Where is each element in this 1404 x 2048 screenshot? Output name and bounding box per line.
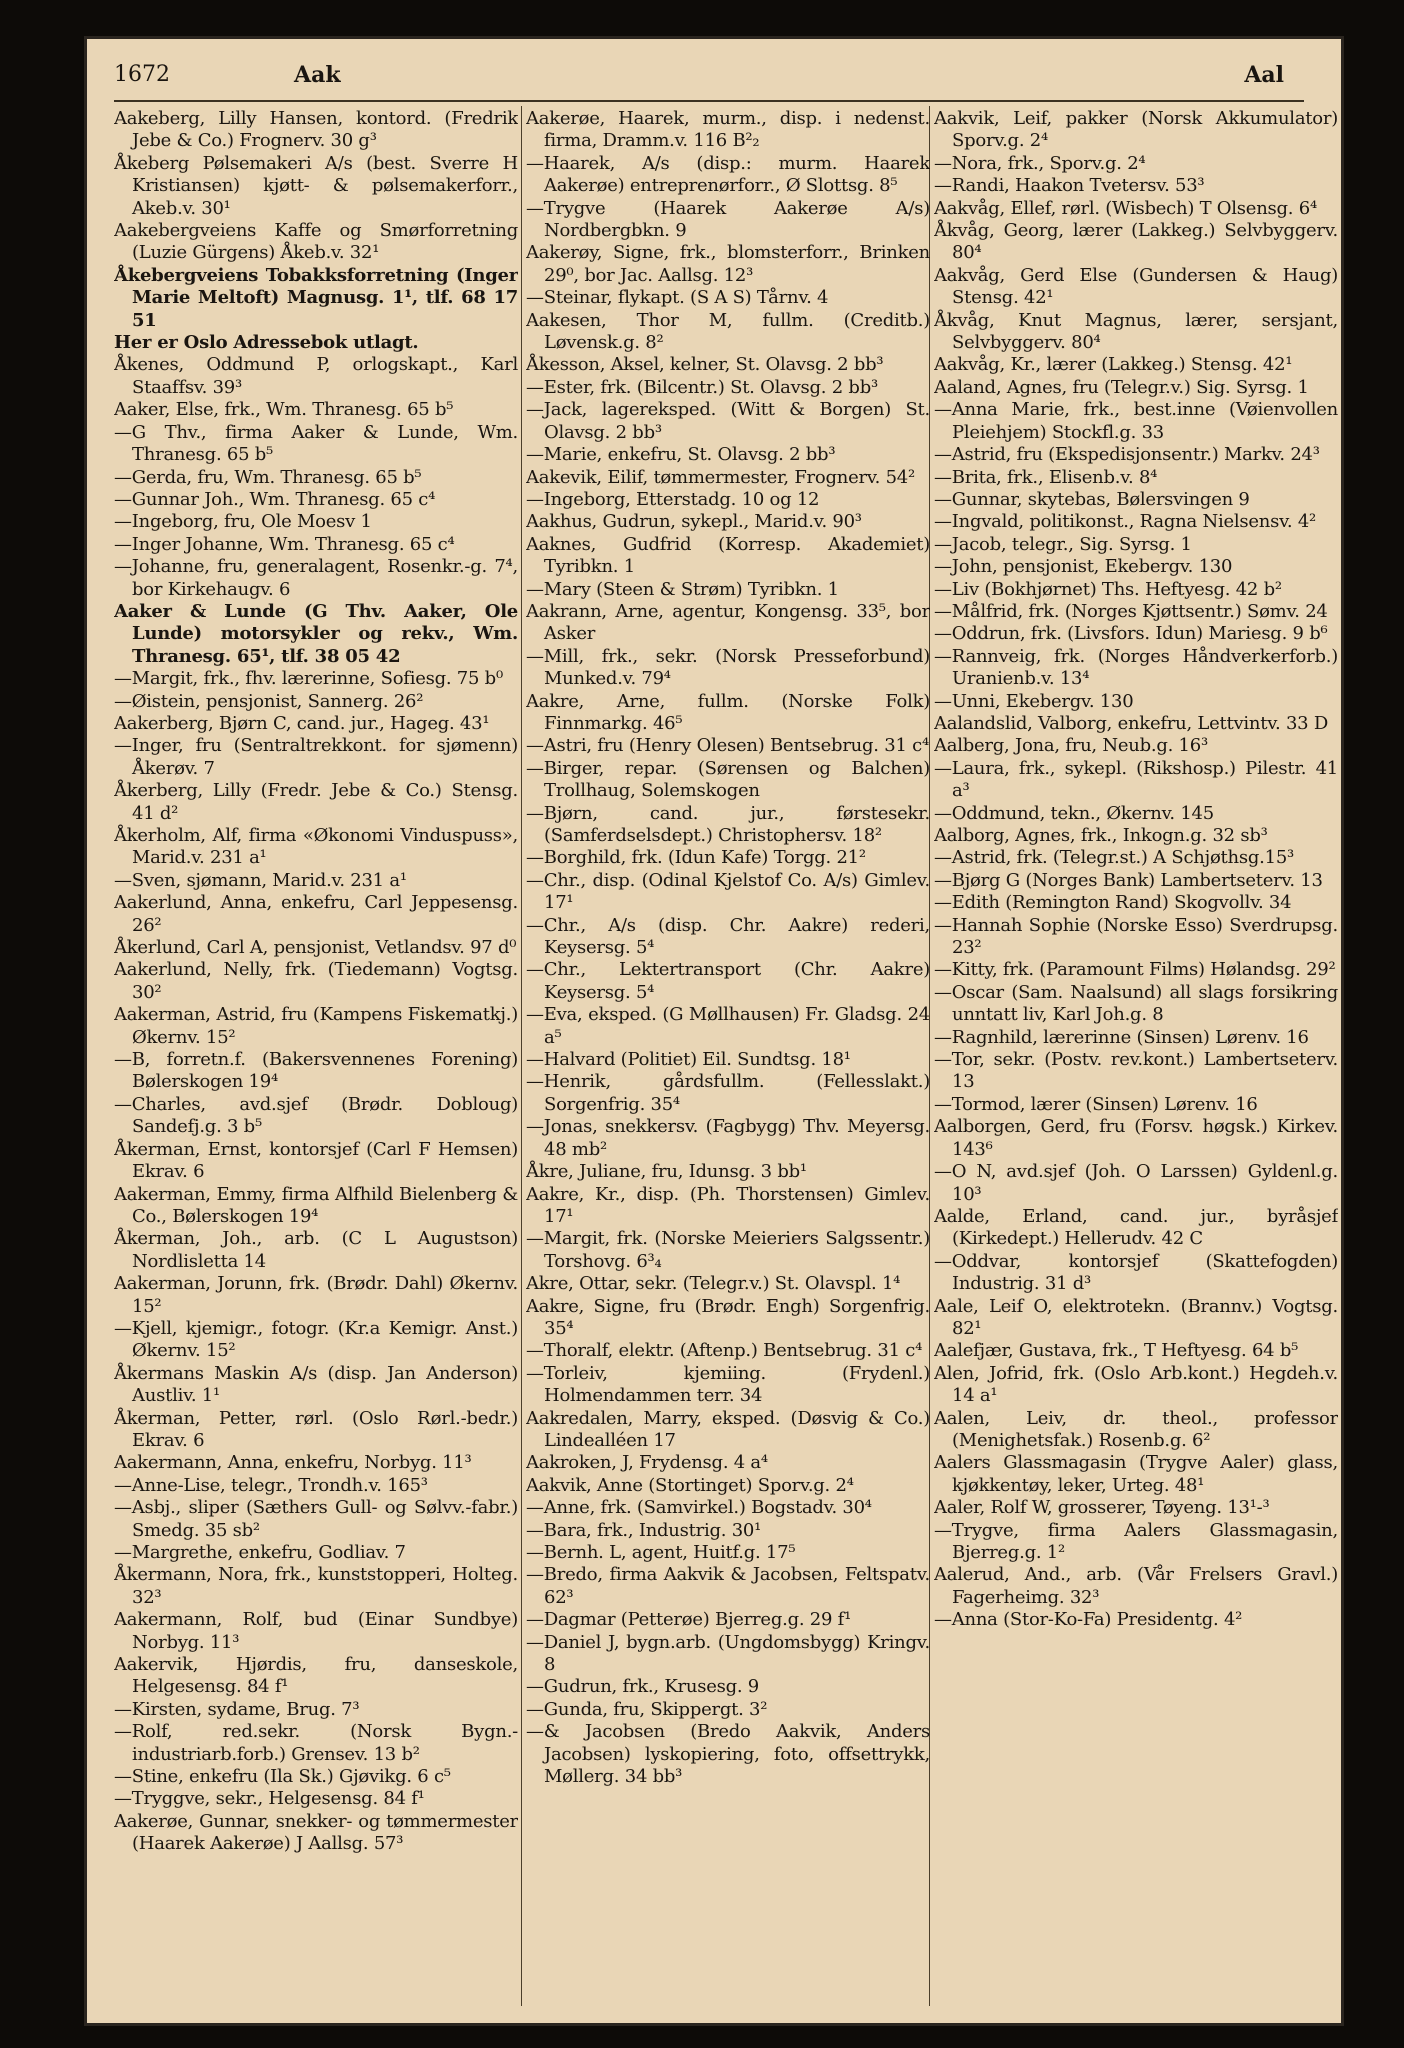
directory-entry: —Edith (Remington Rand) Skogvollv. 34 xyxy=(934,892,1292,914)
directory-entry: —Gunnar Joh., Wm. Thranesg. 65 c⁴ xyxy=(114,488,436,510)
directory-entry: —Gudrun, frk., Krusesg. 9 xyxy=(526,1676,760,1698)
directory-entry: —Sven, sjømann, Marid.v. 231 a¹ xyxy=(114,869,407,891)
directory-entry: —Hannah Sophie (Norske Esso) Sverdrupsg. 23² xyxy=(934,914,1338,959)
directory-entry: —Thoralf, elektr. (Aftenp.) Bentsebrug. 31 c⁴ xyxy=(526,1340,923,1362)
directory-column-1 xyxy=(114,108,518,2008)
directory-entry: —Tormod, lærer (Sinsen) Lørenv. 16 xyxy=(934,1093,1258,1115)
directory-entry: —& Jacobsen (Bredo Aakvik, Anders Jacobsen) lyskopiering, foto, offsettrykk, Møllerg. 34 bb³ xyxy=(526,1721,930,1788)
directory-entry: Aakroken, J, Frydensg. 4 a⁴ xyxy=(526,1452,768,1474)
directory-entry: Aakredalen, Marry, eksped. (Døsvig & Co.) Lindealléen 17 xyxy=(526,1407,930,1451)
column-divider xyxy=(521,106,522,2006)
directory-entry: —Asbj., sliper (Sæthers Gull- og Sølvv.-fabr.) Smedg. 35 sb² xyxy=(114,1497,518,1541)
directory-entry: —Kitty, frk. (Paramount Films) Hølandsg. 29² xyxy=(934,959,1336,981)
directory-entry: —Gunnar, skytebas, Bølersvingen 9 xyxy=(934,488,1250,510)
directory-entry: —Gerda, fru, Wm. Thranesg. 65 b⁵ xyxy=(114,466,422,488)
directory-entry: —Bernh. L, agent, Huitf.g. 17⁵ xyxy=(526,1542,796,1563)
directory-entry: Åkerlund, Carl A, pensjonist, Vetlandsv. 97 d⁰ xyxy=(114,937,517,959)
directory-entry: —Oddrun, frk. (Livsfors. Idun) Mariesg. 9 b⁶ xyxy=(934,623,1328,645)
directory-entry: —B, forretn.f. (Bakersvennenes Forening) Bølerskogen 19⁴ xyxy=(114,1049,518,1093)
directory-entry: —Dagmar (Petterøe) Bjerreg.g. 29 f¹ xyxy=(526,1609,852,1631)
directory-entry: —Margit, frk. (Norske Meieriers Salgssentr.) Torshovg. 6³₄ xyxy=(526,1228,930,1272)
directory-entry: Aakvik, Leif, pakker (Norsk Akkumulator) Sporv.g. 2⁴ xyxy=(934,108,1338,152)
directory-entry: —Anna (Stor-Ko-Fa) Presidentg. 4² xyxy=(934,1609,1243,1631)
directory-entry: —Astrid, frk. (Telegr.st.) A Schjøthsg.15³ xyxy=(934,847,1294,869)
directory-entry: Aaler, Rolf W, grosserer, Tøyeng. 13¹-³ xyxy=(934,1497,1270,1519)
directory-entry: Aalerud, And., arb. (Vår Frelsers Gravl.) Fagerheimg. 32³ xyxy=(934,1564,1338,1608)
directory-entry: Aakermann, Anna, enkefru, Norbyg. 11³ xyxy=(114,1452,472,1474)
directory-entry: Akre, Ottar, sekr. (Telegr.v.) St. Olavspl. 1⁴ xyxy=(526,1273,901,1295)
directory-entry: —Mary (Steen & Strøm) Tyribkn. 1 xyxy=(526,578,839,600)
directory-entry: Aakerøe, Gunnar, snekker- og tømmermester (Haarek Aakerøe) J Aallsg. 57³ xyxy=(114,1810,518,1855)
directory-entry: Aalandslid, Valborg, enkefru, Lettvintv. 33 D xyxy=(934,712,1329,734)
directory-entry: Aakre, Kr., disp. (Ph. Thorstensen) Gimlev. 17¹ xyxy=(526,1183,930,1227)
directory-entry: —Oddvar, kontorsjef (Skattefogden) Industrig. 31 d³ xyxy=(934,1250,1338,1295)
directory-entry: —Chr., A/s (disp. Chr. Aakre) rederi, Keysersg. 5⁴ xyxy=(526,914,930,959)
directory-column-2 xyxy=(526,108,930,2008)
directory-entry: —Haarek, A/s (disp.: murm. Haarek Aakerøe) entreprenørforr., Ø Slottsg. 8⁵ xyxy=(526,152,930,197)
directory-entry: —Anne-Lise, telegr., Trondh.v. 165³ xyxy=(114,1474,428,1496)
directory-entry: Aalberg, Jona, fru, Neub.g. 16³ xyxy=(934,735,1208,757)
directory-entry: Aakerman, Jorunn, frk. (Brødr. Dahl) Økernv. 15² xyxy=(114,1273,518,1317)
directory-entry: —Tryggve, sekr., Helgesensg. 84 f¹ xyxy=(114,1788,425,1810)
directory-entry: —Stine, enkefru (Ila Sk.) Gjøvikg. 6 c⁵ xyxy=(114,1766,451,1788)
directory-entry: —O N, avd.sjef (Joh. O Larssen) Gyldenl.g. 10³ xyxy=(934,1161,1338,1205)
directory-entry: —Chr., disp. (Odinal Kjelstof Co. A/s) Gimlev. 17¹ xyxy=(526,869,930,914)
directory-entry: —Daniel J, bygn.arb. (Ungdomsbygg) Kringv. 8 xyxy=(526,1631,930,1676)
header-right-word: Aal xyxy=(1244,62,1284,88)
directory-page xyxy=(84,36,1344,2026)
directory-entry: Åkerman, Ernst, kontorsjef (Carl F Hemsen) Ekrav. 6 xyxy=(114,1138,518,1183)
directory-entry: —Ingeborg, fru, Ole Moesv 1 xyxy=(114,511,372,533)
directory-entry: —Rannveig, frk. (Norges Håndverkerforb.) Uranienb.v. 13⁴ xyxy=(934,645,1338,690)
directory-entry: Aakervik, Hjørdis, fru, danseskole, Helgesensg. 84 f¹ xyxy=(114,1654,518,1698)
directory-entry: Aakerberg, Bjørn C, cand. jur., Hageg. 43¹ xyxy=(114,712,490,734)
directory-entry: —Brita, frk., Elisenb.v. 8⁴ xyxy=(934,466,1158,488)
directory-entry: —Borghild, frk. (Idun Kafe) Torgg. 21² xyxy=(526,847,866,869)
directory-entry: Aalers Glassmagasin (Trygve Aaler) glass, kjøkkentøy, leker, Urteg. 48¹ xyxy=(934,1452,1338,1496)
directory-entry: Aakre, Signe, fru (Brødr. Engh) Sorgenfrig. 35⁴ xyxy=(526,1295,930,1339)
directory-entry: —Anna Marie, frk., best.inne (Vøienvollen Pleiehjem) Stockfl.g. 33 xyxy=(934,399,1338,443)
directory-entry: Aakerøy, Signe, frk., blomsterforr., Brinken 29⁰, bor Jac. Aallsg. 12³ xyxy=(526,242,930,286)
directory-entry: Aakrann, Arne, agentur, Kongensg. 33⁵, bor Asker xyxy=(526,600,930,645)
directory-entry: Åkerman, Petter, rørl. (Oslo Rørl.-bedr.) Ekrav. 6 xyxy=(114,1407,518,1451)
directory-entry: —Liv (Bokhjørnet) Ths. Heftyesg. 42 b² xyxy=(934,578,1282,600)
directory-entry: Aakre, Arne, fullm. (Norske Folk) Finnmarkg. 46⁵ xyxy=(526,690,930,734)
directory-entry: —Unni, Ekebergv. 130 xyxy=(934,690,1134,712)
directory-entry: —Kjell, kjemigr., fotogr. (Kr.a Kemigr. Anst.) Økernv. 15² xyxy=(114,1317,518,1362)
directory-entry: Aaland, Agnes, fru (Telegr.v.) Sig. Syrsg. 1 xyxy=(934,376,1309,398)
directory-entry: —Jack, lagereksped. (Witt & Borgen) St. Olavsg. 2 bb³ xyxy=(526,399,930,443)
directory-entry: —Johanne, fru, generalagent, Rosenkr.-g. 7⁴, bor Kirkehaugv. 6 xyxy=(114,556,518,600)
directory-entry: —G Thv., firma Aaker & Lunde, Wm. Thranesg. 65 b⁵ xyxy=(114,421,518,466)
directory-entry: —Laura, frk., sykepl. (Rikshosp.) Pilestr. 41 a³ xyxy=(934,757,1338,802)
directory-entry: —Jonas, snekkersv. (Fagbygg) Thv. Meyersg. 48 mb² xyxy=(526,1116,930,1160)
directory-entry: —Charles, avd.sjef (Brødr. Dobloug) Sandefj.g. 3 b⁵ xyxy=(114,1093,518,1138)
directory-entry: Åkermans Maskin A/s (disp. Jan Anderson) Austliv. 1¹ xyxy=(114,1362,518,1407)
directory-entry: Aakvåg, Gerd Else (Gundersen & Haug) Stensg. 42¹ xyxy=(934,264,1338,309)
directory-entry: Aaknes, Gudfrid (Korresp. Akademiet) Tyribkn. 1 xyxy=(526,533,930,578)
directory-entry: —John, pensjonist, Ekebergv. 130 xyxy=(934,556,1233,578)
directory-entry: Aakhus, Gudrun, sykepl., Marid.v. 90³ xyxy=(526,511,862,533)
directory-entry: Aakermann, Rolf, bud (Einar Sundbye) Norbyg. 11³ xyxy=(114,1609,518,1653)
directory-entry: Aakerman, Emmy, firma Alfhild Bielenberg & Co., Bølerskogen 19⁴ xyxy=(114,1183,518,1227)
directory-entry: —Tor, sekr. (Postv. rev.kont.) Lambertseterv. 13 xyxy=(934,1049,1338,1093)
directory-entry: Aalefjær, Gustava, frk., T Heftyesg. 64 b⁵ xyxy=(934,1340,1299,1362)
directory-entry: —Målfrid, frk. (Norges Kjøttsentr.) Sømv. 24 xyxy=(934,600,1328,622)
directory-entry: —Inger, fru (Sentraltrekkont. for sjømenn) Åkerøv. 7 xyxy=(114,735,518,779)
directory-entry: Åkebergveiens Tobakksforretning (Inger Marie Meltoft) Magnusg. 1¹, tlf. 68 17 51 xyxy=(114,264,518,331)
directory-entry: —Oddmund, tekn., Økernv. 145 xyxy=(934,802,1214,824)
directory-entry: —Nora, frk., Sporv.g. 2⁴ xyxy=(934,152,1146,174)
directory-entry: —Astrid, fru (Ekspedisjonsentr.) Markv. 24³ xyxy=(934,444,1320,466)
header-rule xyxy=(114,100,1304,102)
directory-entry: Åkerberg, Lilly (Fredr. Jebe & Co.) Stensg. 41 d² xyxy=(114,780,518,824)
directory-entry: —Chr., Lektertransport (Chr. Aakre) Keysersg. 5⁴ xyxy=(526,959,930,1003)
page-number: 1672 xyxy=(114,62,170,87)
directory-entry: —Bjørg G (Norges Bank) Lambertseterv. 13 xyxy=(934,869,1323,891)
directory-entry: Åkeberg Pølsemakeri A/s (best. Sverre H Kristiansen) kjøtt- & pølsemakerforr., Akeb.v. 30¹ xyxy=(114,152,518,219)
directory-entry: —Gunda, fru, Skippergt. 3² xyxy=(526,1698,768,1720)
directory-entry: —Astri, fru (Henry Olesen) Bentsebrug. 31 c⁴ xyxy=(526,735,929,757)
directory-entry: Aaker & Lunde (G Thv. Aaker, Ole Lunde) motorsykler og rekv., Wm. Thranesg. 65¹, tlf. 38 05 42 xyxy=(114,600,518,667)
directory-entry: —Trygve (Haarek Aakerøe A/s) Nordbergbkn. 9 xyxy=(526,197,930,242)
directory-entry: —Eva, eksped. (G Møllhausen) Fr. Gladsg. 24 a⁵ xyxy=(526,1004,930,1048)
directory-entry: Aakerøe, Haarek, murm., disp. i nedenst. firma, Dramm.v. 116 B²₂ xyxy=(526,108,930,152)
directory-entry: —Margit, frk., fhv. lærerinne, Sofiesg. 75 b⁰ xyxy=(114,668,503,690)
directory-entry: Aakerlund, Anna, enkefru, Carl Jeppesensg. 26² xyxy=(114,892,518,936)
directory-entry: —Rolf, red.sekr. (Norsk Bygn.-industriarb.forb.) Grensev. 13 b² xyxy=(114,1721,518,1765)
directory-entry: —Margrethe, enkefru, Godliav. 7 xyxy=(114,1542,406,1563)
directory-entry: Aakvik, Anne (Stortinget) Sporv.g. 2⁴ xyxy=(526,1474,854,1496)
directory-entry: —Steinar, flykapt. (S A S) Tårnv. 4 xyxy=(526,287,829,309)
directory-entry: Her er Oslo Adressebok utlagt. xyxy=(114,332,419,354)
directory-entry: Aakeberg, Lilly Hansen, kontord. (Fredrik Jebe & Co.) Frognerv. 30 g³ xyxy=(114,108,518,152)
directory-entry: Aakerlund, Nelly, frk. (Tiedemann) Vogtsg. 30² xyxy=(114,959,518,1003)
directory-entry: Åkre, Juliane, fru, Idunsg. 3 bb¹ xyxy=(526,1161,807,1183)
directory-entry: —Halvard (Politiet) Eil. Sundtsg. 18¹ xyxy=(526,1049,851,1071)
directory-entry: —Torleiv, kjemiing. (Frydenl.) Holmendammen terr. 34 xyxy=(526,1362,930,1407)
directory-entry: Aakvåg, Kr., lærer (Lakkeg.) Stensg. 42¹ xyxy=(934,354,1293,376)
directory-entry: —Ingvald, politikonst., Ragna Nielsensv. 4² xyxy=(934,511,1316,533)
directory-entry: Aakvåg, Ellef, rørl. (Wisbech) T Olsensg. 6⁴ xyxy=(934,197,1317,219)
directory-entry: Aakesen, Thor M, fullm. (Creditb.) Løvensk.g. 8² xyxy=(526,309,930,354)
directory-entry: Aakerman, Astrid, fru (Kampens Fiskematkj.) Økernv. 15² xyxy=(114,1004,518,1048)
directory-entry: Åkvåg, Knut Magnus, lærer, sersjant, Selvbyggerv. 80⁴ xyxy=(934,309,1338,354)
directory-entry: —Bjørn, cand. jur., førstesekr. (Samferdselsdept.) Christophersv. 18² xyxy=(526,802,930,846)
directory-entry: Aakebergveiens Kaffe og Smørforretning (Luzie Gürgens) Åkeb.v. 32¹ xyxy=(114,220,518,264)
directory-entry: Aale, Leif O, elektrotekn. (Brannv.) Vogtsg. 82¹ xyxy=(934,1295,1338,1339)
directory-entry: —Mill, frk., sekr. (Norsk Presseforbund) Munked.v. 79⁴ xyxy=(526,645,930,690)
directory-entry: —Jacob, telegr., Sig. Syrsg. 1 xyxy=(934,533,1192,555)
directory-entry: Aalborgen, Gerd, fru (Forsv. høgsk.) Kirkev. 143⁶ xyxy=(934,1116,1338,1160)
directory-entry: —Birger, repar. (Sørensen og Balchen) Trollhaug, Solemskogen xyxy=(526,757,930,802)
directory-entry: Alen, Jofrid, frk. (Oslo Arb.kont.) Hegdeh.v. 14 a¹ xyxy=(934,1362,1338,1407)
directory-entry: —Henrik, gårdsfullm. (Fellesslakt.) Sorgenfrig. 35⁴ xyxy=(526,1071,930,1115)
directory-entry: —Bara, frk., Industrig. 30¹ xyxy=(526,1519,762,1541)
directory-entry: —Ingeborg, Etterstadg. 10 og 12 xyxy=(526,488,820,510)
directory-entry: —Ester, frk. (Bilcentr.) St. Olavsg. 2 bb³ xyxy=(526,376,878,398)
directory-entry: Aalde, Erland, cand. jur., byråsjef (Kirkedept.) Hellerudv. 42 C xyxy=(934,1205,1338,1250)
directory-entry: —Oscar (Sam. Naalsund) all slags forsikring unntatt liv, Karl Joh.g. 8 xyxy=(934,981,1338,1026)
directory-entry: —Ragnhild, lærerinne (Sinsen) Lørenv. 16 xyxy=(934,1026,1309,1048)
directory-entry: —Bredo, firma Aakvik & Jacobsen, Feltspatv. 62³ xyxy=(526,1564,930,1608)
directory-entry: Åkenes, Oddmund P, orlogskapt., Karl Staaffsv. 39³ xyxy=(114,354,518,398)
directory-entry: —Anne, frk. (Samvirkel.) Bogstadv. 30⁴ xyxy=(526,1497,872,1519)
directory-entry: —Randi, Haakon Tvetersv. 53³ xyxy=(934,175,1205,197)
directory-entry: Aakevik, Eilif, tømmermester, Frognerv. 54² xyxy=(526,466,915,488)
header-left-word: Aak xyxy=(294,62,341,88)
directory-entry: —Marie, enkefru, St. Olavsg. 2 bb³ xyxy=(526,444,836,466)
directory-entry: Aalen, Leiv, dr. theol., professor (Menighetsfak.) Rosenb.g. 6² xyxy=(934,1407,1338,1451)
directory-entry: —Kirsten, sydame, Brug. 7³ xyxy=(114,1698,360,1720)
directory-column-3 xyxy=(934,108,1338,2008)
directory-entry: —Inger Johanne, Wm. Thranesg. 65 c⁴ xyxy=(114,533,455,555)
directory-entry: Åkermann, Nora, frk., kunststopperi, Holteg. 32³ xyxy=(114,1564,518,1608)
page-header xyxy=(114,62,1304,102)
directory-entry: Aaker, Else, frk., Wm. Thranesg. 65 b⁵ xyxy=(114,399,454,421)
directory-entry: Åkvåg, Georg, lærer (Lakkeg.) Selvbyggerv. 80⁴ xyxy=(934,220,1338,264)
directory-entry: Åkesson, Aksel, kelner, St. Olavsg. 2 bb³ xyxy=(526,354,884,376)
directory-entry: Aalborg, Agnes, frk., Inkogn.g. 32 sb³ xyxy=(934,825,1268,846)
directory-entry: Åkerholm, Alf, firma «Økonomi Vinduspuss», Marid.v. 231 a¹ xyxy=(114,825,518,869)
directory-entry: —Øistein, pensjonist, Sannerg. 26² xyxy=(114,690,424,712)
directory-entry: —Trygve, firma Aalers Glassmagasin, Bjerreg.g. 1² xyxy=(934,1519,1338,1563)
directory-entry: Åkerman, Joh., arb. (C L Augustson) Nordlisletta 14 xyxy=(114,1228,518,1272)
